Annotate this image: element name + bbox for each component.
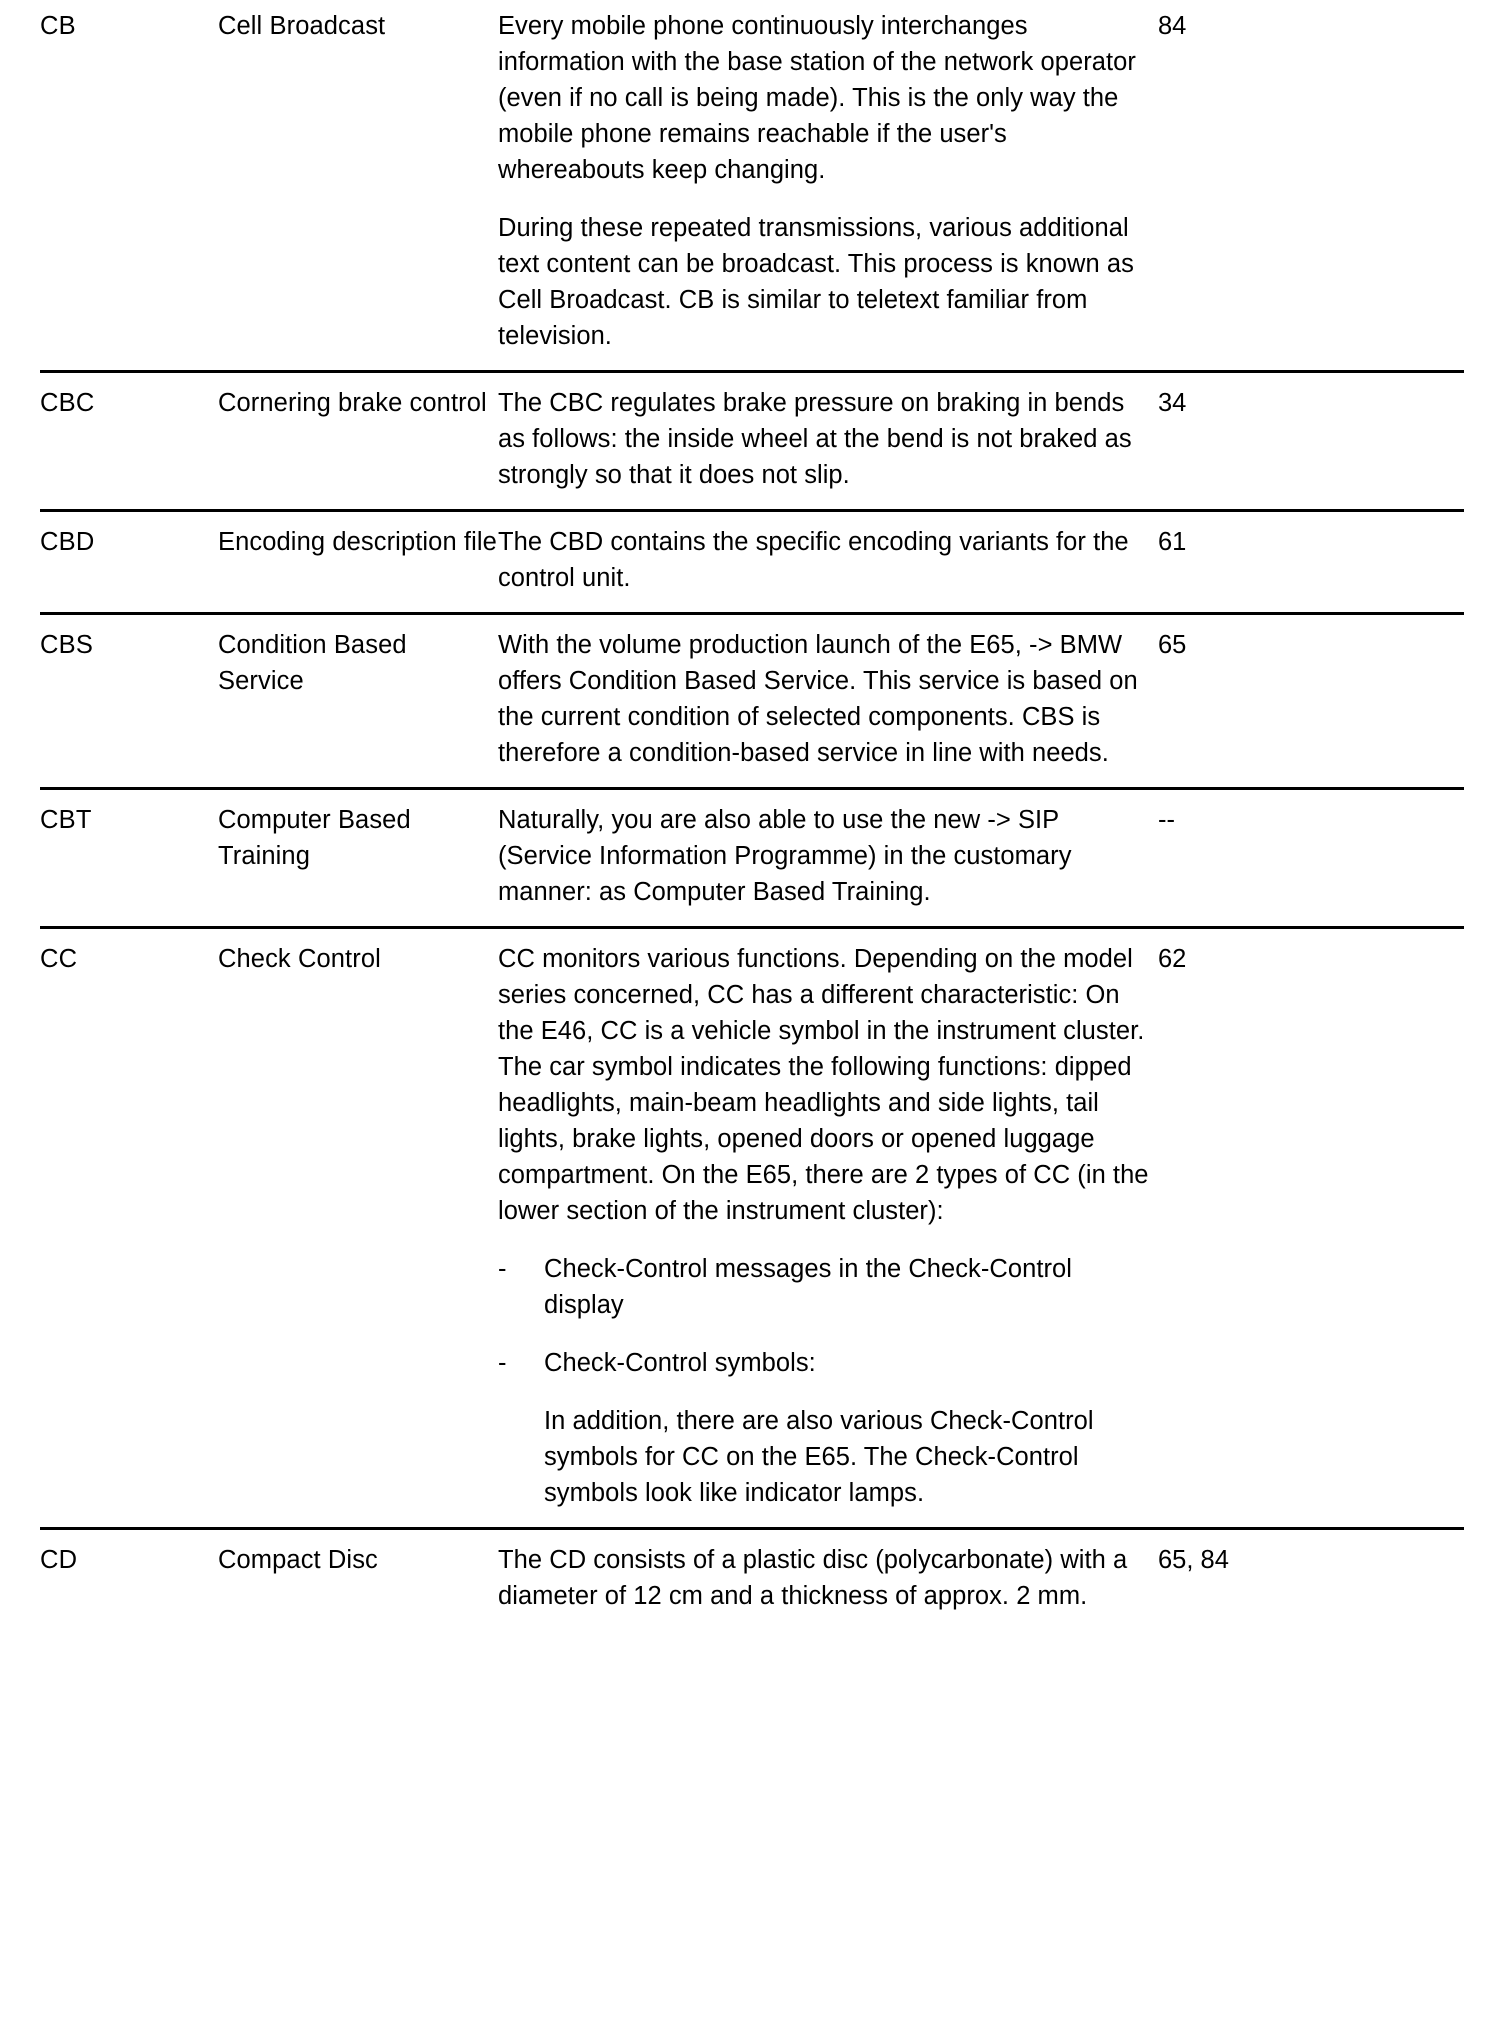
entry-term: Check Control xyxy=(218,928,498,1529)
glossary-table xyxy=(40,0,1464,1618)
entry-term: Cell Broadcast xyxy=(218,12,386,40)
table-row xyxy=(40,614,1464,789)
entry-term: Condition Based Service xyxy=(218,614,498,789)
entry-abbreviation: CB xyxy=(40,12,76,40)
entry-abbreviation: CBT xyxy=(40,789,218,928)
description-paragraph: During these repeated transmissions, various additional text content can be broadcast. This process is known as Cell Broadcast. CB is similar to teletext familiar from television. xyxy=(498,214,1134,350)
table-row xyxy=(40,372,1464,511)
entry-term: Computer Based Training xyxy=(218,789,498,928)
entry-description xyxy=(498,928,1158,1529)
entry-page-reference: 65 xyxy=(1158,614,1464,789)
entry-description xyxy=(498,789,1158,928)
table-row xyxy=(40,511,1464,614)
entry-abbreviation: CBC xyxy=(40,372,218,511)
entry-description xyxy=(498,372,1158,511)
glossary-table-body xyxy=(40,0,1464,1618)
entry-abbreviation: CBS xyxy=(40,614,218,789)
description-bullet-list xyxy=(498,1251,1158,1381)
entry-description xyxy=(498,1529,1158,1619)
description-paragraph: The CD consists of a plastic disc (polycarbonate) with a diameter of 12 cm and a thickness of approx. 2 mm. xyxy=(498,1546,1128,1610)
entry-description xyxy=(498,0,1158,372)
entry-page-reference: -- xyxy=(1158,789,1464,928)
bullet-dash-marker: - xyxy=(498,1349,507,1377)
description-paragraph: CC monitors various functions. Depending on the model series concerned, CC has a different characteristic: On the E46, CC is a vehicle symbol in the instrument cluster. The car symbol indicates the following functions: dipped headlights, main-beam headlights and side lights, tail lights, brake lights, opened doors or opened luggage compartment. On the E65, there are 2 types of CC (in the lower section of the instrument cluster): xyxy=(498,945,1149,1225)
list-item xyxy=(498,1345,1158,1381)
entry-description xyxy=(498,511,1158,614)
entry-abbreviation: CC xyxy=(40,928,218,1529)
entry-abbreviation: CD xyxy=(40,1529,218,1619)
entry-page-reference: 62 xyxy=(1158,928,1464,1529)
description-paragraph: The CBC regulates brake pressure on braking in bends as follows: the inside wheel at the bend is not braked as strongly so that it does not slip. xyxy=(498,389,1132,489)
entry-term: Compact Disc xyxy=(218,1529,498,1619)
table-row xyxy=(40,789,1464,928)
entry-page-reference: 34 xyxy=(1158,372,1464,511)
description-paragraph: Every mobile phone continuously interchanges information with the base station of the network operator (even if no call is being made). This is the only way the mobile phone remains reachable if the user's whereabouts keep changing. xyxy=(498,12,1136,184)
entry-description xyxy=(498,614,1158,789)
entry-abbreviation: CBD xyxy=(40,511,218,614)
description-sub-paragraph: In addition, there are also various Check-Control symbols for CC on the E65. The Check-Control symbols look like indicator lamps. xyxy=(544,1407,1094,1507)
description-paragraph: The CBD contains the specific encoding variants for the control unit. xyxy=(498,528,1129,592)
entry-page-reference: 61 xyxy=(1158,511,1464,614)
bullet-text: Check-Control messages in the Check-Control display xyxy=(544,1255,1072,1319)
entry-term: Encoding description file xyxy=(218,511,498,614)
description-paragraph: With the volume production launch of the E65, -> BMW offers Condition Based Service. This service is based on the current condition of selected components. CBS is therefore a condition-based service in line with needs. xyxy=(498,631,1138,767)
bullet-dash-marker: - xyxy=(498,1255,507,1283)
table-row xyxy=(40,0,1464,372)
entry-page-reference: 65, 84 xyxy=(1158,1529,1464,1619)
bullet-text: Check-Control symbols: xyxy=(544,1349,816,1377)
description-paragraph: Naturally, you are also able to use the new -> SIP (Service Information Programme) in the customary manner: as Computer Based Training. xyxy=(498,806,1072,906)
entry-term: Cornering brake control xyxy=(218,372,498,511)
list-item xyxy=(498,1251,1158,1323)
entry-page-reference: 84 xyxy=(1158,0,1464,372)
table-row xyxy=(40,1529,1464,1619)
table-row xyxy=(40,928,1464,1529)
